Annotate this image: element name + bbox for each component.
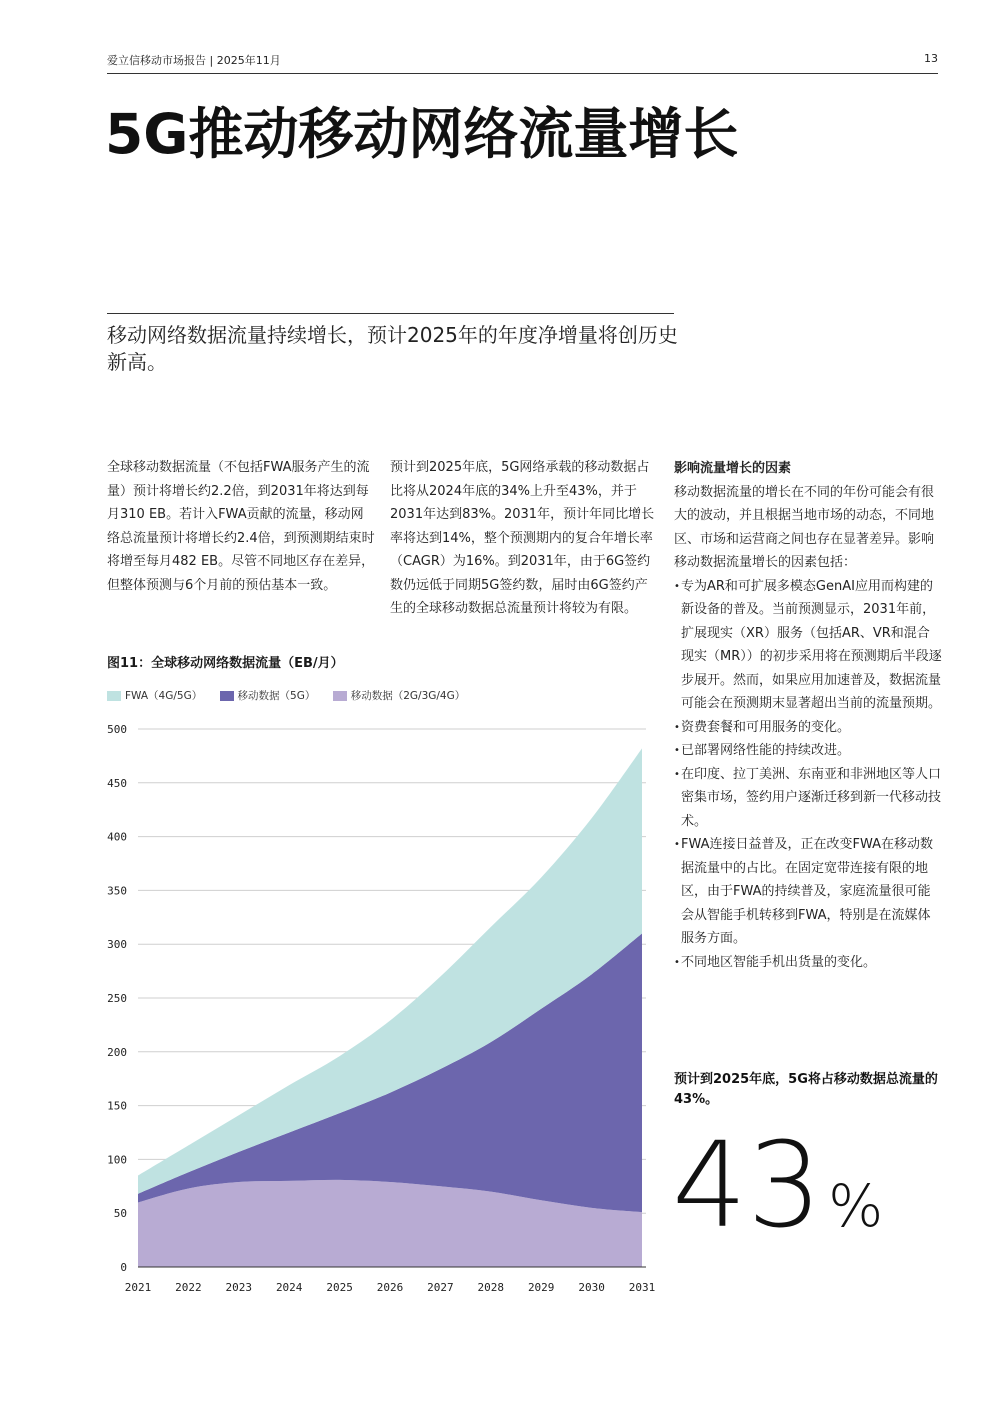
factors-column: [674, 457, 942, 974]
factors-heading: 影响流量增长的因素: [674, 461, 792, 476]
y-tick-label: 300: [107, 938, 127, 952]
x-tick-label: 2023: [225, 1281, 253, 1294]
y-tick-label: 0: [120, 1261, 127, 1274]
body-column-1: 全球移动数据流量（不包括FWA服务产生的流量）预计将增长约2.2倍，到2031年将达到每月310 EB。若计入FWA贡献的流量，移动网络总流量预计将增长约2.4倍，到预测期结束时将增至每月482 EB。尽管不同地区存在差异，但整体预测与6个月前的预估基本一致。: [107, 460, 375, 593]
y-tick-label: 50: [113, 1207, 127, 1221]
x-tick-label: 2024: [275, 1281, 303, 1294]
y-tick-label: 150: [107, 1099, 127, 1113]
list-item: • 不同地区智能手机出货量的变化。: [674, 951, 942, 975]
x-tick-label: 2022: [175, 1281, 202, 1294]
y-tick-label: 250: [107, 992, 127, 1005]
legend-swatch-5g: [220, 691, 234, 701]
y-tick-label: 100: [107, 1153, 127, 1167]
list-item: • 专为AR和可扩展多模态GenAI应用而构建的新设备的普及。当前预测显示，2031年前，扩展现实（XR）服务（包括AR、VR和混合现实（MR））的初步采用将在预测期后半段逐步展开。然而，如果应用加速普及，数据流量可能会在预测期末显著超出当前的流量预期。: [674, 575, 942, 716]
stat-value: [672, 1116, 884, 1271]
y-tick-label: 350: [107, 884, 127, 898]
stat-number: 43: [672, 1116, 823, 1254]
x-tick-label: 2025: [326, 1281, 353, 1294]
stat-label: 预计到2025年底，5G将占移动数据总流量的43%。: [674, 1072, 938, 1107]
page-number: 13: [924, 52, 938, 65]
legend-item-5g: [220, 688, 316, 703]
x-tick-label: 2026: [376, 1281, 404, 1294]
factors-intro: 移动数据流量的增长在不同的年份可能会有很大的波动，并且根据当地市场的动态，不同地区、市场和运营商之间也存在显著差异。影响移动数据流量增长的因素包括：: [674, 484, 935, 570]
x-tick-label: 2027: [427, 1281, 454, 1294]
lead-divider: [107, 313, 674, 314]
y-tick-label: 200: [107, 1045, 127, 1059]
page-title: 5G推动移动网络流量增长: [105, 102, 739, 166]
legend-item-fwa: [107, 688, 202, 703]
y-tick-label: 450: [107, 776, 127, 790]
legend-item-legacy: [333, 688, 466, 703]
legend-swatch-fwa: [107, 691, 121, 701]
list-item: • 已部署网络性能的持续改进。: [674, 739, 942, 763]
x-tick-label: 2031: [628, 1281, 656, 1294]
figure-title: 图11：全球移动网络数据流量（EB/月）: [107, 656, 344, 671]
header-divider: [107, 73, 938, 74]
y-tick-label: 500: [107, 723, 127, 736]
legend-swatch-legacy: [333, 691, 347, 701]
legend-label-5g: 移动数据（5G）: [237, 690, 316, 702]
page-header: [107, 52, 938, 70]
lead-paragraph: 移动网络数据流量持续增长，预计2025年的年度净增量将创历史新高。: [107, 323, 678, 374]
y-tick-label: 400: [107, 830, 127, 844]
chart-legend: [107, 688, 479, 704]
x-tick-label: 2029: [527, 1281, 555, 1294]
stat-unit: %: [828, 1172, 884, 1240]
legend-label-legacy: 移动数据（2G/3G/4G）: [350, 690, 466, 702]
x-tick-label: 2028: [477, 1281, 505, 1294]
factors-list: [674, 575, 942, 975]
list-item: • 资费套餐和可用服务的变化。: [674, 716, 942, 740]
x-tick-label: 2021: [124, 1281, 152, 1294]
traffic-area-chart: [100, 715, 660, 1305]
list-item: • 在印度、拉丁美洲、东南亚和非洲地区等人口密集市场，签约用户逐渐迁移到新一代移动技术。: [674, 763, 942, 834]
x-tick-label: 2030: [578, 1281, 605, 1294]
legend-label-fwa: FWA（4G/5G）: [125, 690, 203, 702]
body-column-2: 预计到2025年底，5G网络承载的移动数据占比将从2024年底的34%上升至43%，并于2031年达到83%。2031年，预计年同比增长率将达到14%，整个预测期内的复合年增长率（CAGR）为16%。到2031年，由于6G签约数仍远低于同期5G签约数，届时由6G签约产生的全球移动数据总流量预计将较为有限。: [390, 460, 655, 616]
report-title: 爱立信移动市场报告 | 2025年11月: [107, 54, 281, 67]
list-item: • FWA连接日益普及，正在改变FWA在移动数据流量中的占比。在固定宽带连接有限的地区，由于FWA的持续普及，家庭流量很可能会从智能手机转移到FWA，特别是在流媒体服务方面。: [674, 833, 942, 951]
